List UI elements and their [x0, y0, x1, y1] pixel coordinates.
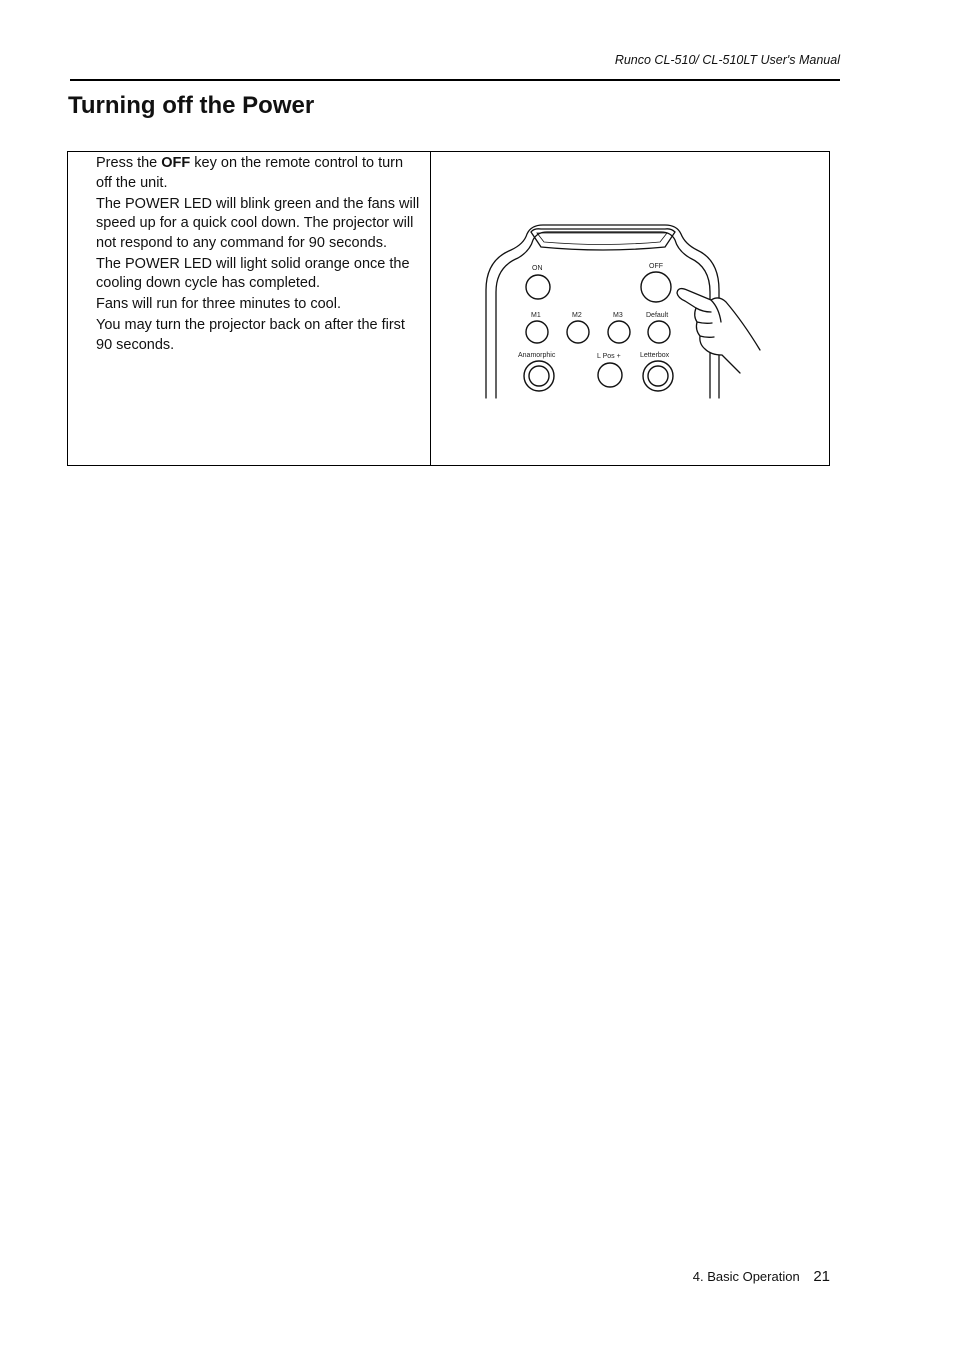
instruction-step-5: You may turn the projector back on after the first 90 seconds. [96, 317, 405, 353]
instruction-step-4: Fans will run for three minutes to cool. [96, 296, 341, 312]
m1-label: M1 [531, 312, 541, 319]
default-label: Default [646, 312, 669, 319]
instruction-step-3: The POWER LED will light solid orange once the cooling down cycle has completed. [96, 255, 410, 291]
page-title: Turning off the Power [68, 92, 315, 119]
letterbox-label: Letterbox [640, 352, 670, 359]
default-button [648, 321, 670, 343]
running-header: Runco CL-510/ CL-510LT User's Manual [614, 53, 840, 67]
header-rule [70, 79, 840, 81]
footer-section-label: 4. Basic Operation [692, 1269, 800, 1284]
on-label: ON [532, 265, 543, 272]
instruction-text-cell [68, 152, 431, 466]
off-key-label: OFF [161, 155, 191, 171]
m2-label: M2 [572, 312, 582, 319]
lpos-label: L Pos + [597, 353, 621, 360]
m2-button [567, 321, 589, 343]
lpos-button [598, 363, 622, 387]
instruction-step-2: The POWER LED will blink green and the fans will speed up for a quick cool down. The projector will not respond to any command for 90 seconds. [96, 195, 420, 251]
off-label: OFF [649, 263, 663, 270]
remote-illustration [431, 152, 829, 465]
remote-body-inner [496, 232, 710, 398]
instruction-table [67, 151, 830, 466]
page-number: 21 [813, 1268, 830, 1285]
m1-button [526, 321, 548, 343]
remote-illustration-cell [431, 152, 830, 466]
m3-label: M3 [613, 312, 623, 319]
page-footer [693, 1268, 830, 1285]
m3-button [608, 321, 630, 343]
instruction-step-1: Press the OFF key on the remote control to turn off the unit. [96, 155, 404, 191]
anamorphic-label: Anamorphic [518, 352, 556, 359]
on-button [526, 275, 550, 299]
remote-body-outline [486, 225, 719, 398]
off-button [641, 272, 671, 302]
